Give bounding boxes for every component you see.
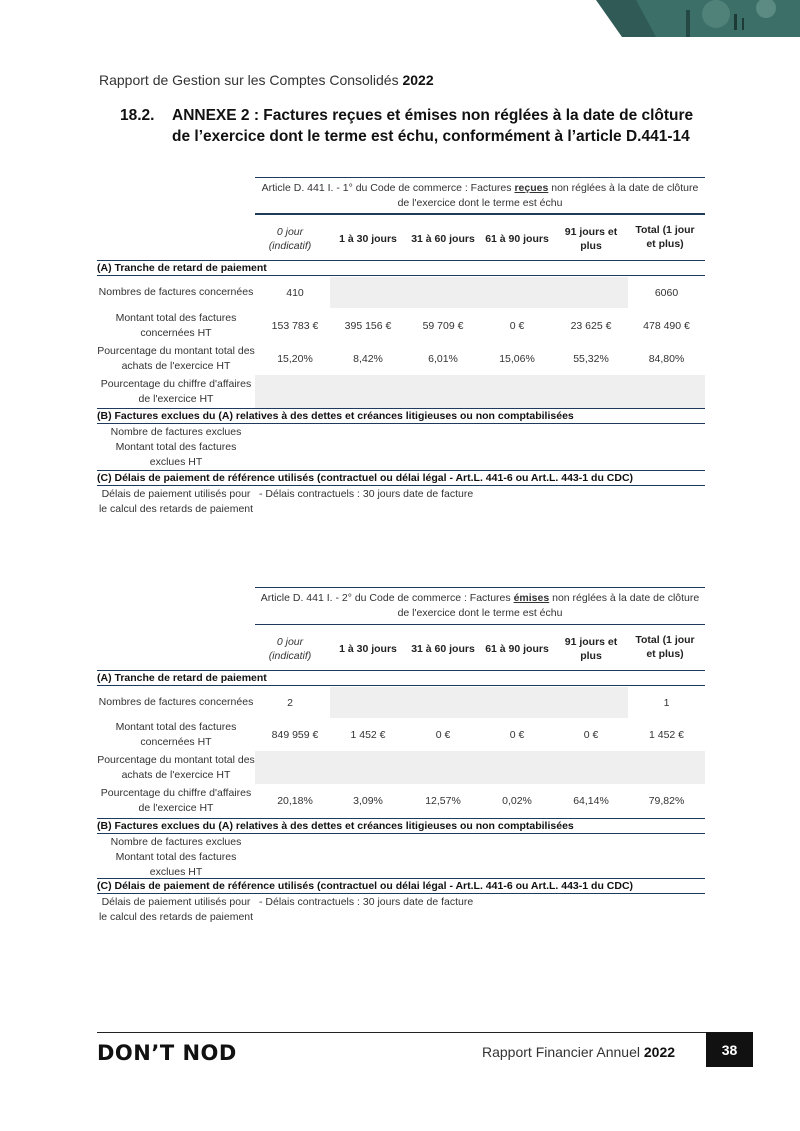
footer-divider	[97, 1032, 706, 1033]
cell-value: 2	[287, 696, 293, 709]
cell-value: 64,14%	[573, 794, 609, 807]
cell-value: 79,82%	[648, 794, 685, 807]
cell-value: 0 €	[509, 729, 525, 741]
article-text: Article D. 441 I. - 2° du Code de commerce : Factures	[260, 592, 511, 604]
col-header-4: 91 jours et plus	[564, 226, 618, 252]
cell-value: 6,01%	[428, 353, 458, 365]
cell-value: 12,57%	[425, 794, 461, 807]
section-a-title: (A) Tranche de retard de paiement	[97, 670, 705, 686]
grey-cell-block	[255, 375, 705, 408]
row-label: Pourcentage du chiffre d'affaires de l'exercice HT	[100, 377, 252, 405]
company-logo: DON’T NOD	[97, 1041, 237, 1065]
cell-value: 6060	[654, 286, 679, 299]
cell-value: 23 625 €	[570, 320, 612, 332]
footer-report-title	[482, 1044, 675, 1060]
article-text-end: non réglées à la date de clôture de l'exercice dont le terme est échu	[397, 592, 700, 619]
footer-report-year: 2022	[643, 1044, 676, 1060]
col-header-2: 31 à 60 jours	[411, 233, 475, 245]
article-text-end: non réglées à la date de clôture de l'exercice dont le terme est échu	[397, 182, 699, 209]
col-header-2: 31 à 60 jours	[411, 643, 475, 655]
cell-value: 0,02%	[502, 794, 532, 807]
row-label: Pourcentage du montant total des achats de l'exercice HT	[97, 753, 255, 781]
cell-value: 0 €	[435, 729, 451, 741]
row-label: Nombres de factures concernées	[98, 696, 254, 708]
cell-value: 1	[663, 696, 670, 709]
row-label: Montant total des factures concernées HT	[115, 312, 237, 339]
cell-value: 395 156 €	[344, 320, 392, 332]
row-label: Pourcentage du chiffre d'affaires de l'exercice HT	[100, 786, 252, 814]
section-c-title: (C) Délais de paiement de référence utilisés (contractuel ou délai légal - Art.L. 441-6 ou Art.L. 443-1 du CDC)	[97, 470, 705, 486]
section-b-title: (B) Factures exclues du (A) relatives à des dettes et créances litigieuses ou non comptabilisées	[97, 408, 705, 424]
grey-cell-block	[330, 277, 628, 308]
cell-value: 20,18%	[277, 794, 313, 807]
col-header-3: 61 à 90 jours	[485, 233, 549, 245]
cell-value: 0 €	[583, 729, 599, 741]
col-header-4: 91 jours et plus	[564, 636, 618, 662]
document-header-title: Rapport de Gestion sur les Comptes Consolidés	[99, 72, 399, 88]
cell-value: 478 490 €	[643, 320, 690, 332]
table-article-header	[255, 587, 705, 625]
cell-value: 59 709 €	[422, 320, 464, 332]
col-header-1: 1 à 30 jours	[339, 233, 397, 245]
col-header-0: 0 jour (indicatif)	[268, 226, 312, 252]
footer-report-prefix: Rapport Financier Annuel	[482, 1044, 640, 1060]
article-keyword: reçues	[514, 182, 549, 194]
cell-value: 1 452 €	[350, 729, 386, 741]
table-article-header	[255, 177, 705, 215]
section-number: 18.2.	[120, 107, 155, 124]
invoice-table-issued	[97, 587, 705, 927]
article-keyword: émises	[513, 592, 550, 604]
invoice-table-received	[97, 177, 705, 517]
cell-value: 3,09%	[353, 794, 383, 807]
section-b-title: (B) Factures exclues du (A) relatives à des dettes et créances litigieuses ou non comptabilisées	[97, 818, 705, 834]
col-header-5: Total (1 jour et plus)	[635, 634, 695, 660]
cell-value: 849 959 €	[271, 729, 319, 741]
row-label: Nombre de factures exclues	[110, 426, 242, 438]
cell-value: 8,42%	[353, 353, 383, 365]
cell-value: 84,80%	[648, 353, 685, 365]
section-c-title: (C) Délais de paiement de référence utilisés (contractuel ou délai légal - Art.L. 441-6 ou Art.L. 443-1 du CDC)	[97, 878, 705, 894]
document-header	[99, 72, 434, 88]
row-label: Montant total des factures concernées HT	[115, 721, 237, 748]
section-title: ANNEXE 2 : Factures reçues et émises non réglées à la date de clôture de l’exercice dont le terme est échu, conformément à l’article D.441-14	[172, 107, 694, 145]
col-header-5: Total (1 jour et plus)	[635, 224, 695, 250]
cell-value: 153 783 €	[271, 320, 319, 332]
cell-value: 15,20%	[277, 353, 313, 365]
header-banner-image	[596, 0, 800, 37]
cell-value: 1 452 €	[648, 729, 685, 741]
row-label: Nombres de factures concernées	[98, 286, 254, 298]
row-label: Montant total des factures exclues HT	[115, 851, 237, 878]
cell-value: 15,06%	[499, 353, 535, 365]
col-header-1: 1 à 30 jours	[339, 643, 397, 655]
payment-terms-value: - Délais contractuels : 30 jours date de facture	[259, 896, 474, 908]
cell-value: 0 €	[509, 320, 525, 332]
grey-cell-block	[255, 751, 705, 784]
col-header-3: 61 à 90 jours	[485, 643, 549, 655]
grey-cell-block	[330, 687, 628, 718]
section-a-title: (A) Tranche de retard de paiement	[97, 260, 705, 276]
col-header-0: 0 jour (indicatif)	[268, 636, 312, 662]
page-number: 38	[706, 1032, 753, 1067]
article-text: Article D. 441 I. - 1° du Code de commerce : Factures	[261, 182, 512, 194]
cell-value: 55,32%	[573, 353, 609, 365]
row-label: Montant total des factures exclues HT	[115, 441, 237, 468]
document-header-year: 2022	[402, 72, 434, 88]
row-label: Délais de paiement utilisés pour le calcul des retards de paiement	[98, 896, 254, 923]
cell-value: 410	[286, 286, 304, 299]
row-label: Délais de paiement utilisés pour le calcul des retards de paiement	[98, 488, 254, 515]
payment-terms-value: - Délais contractuels : 30 jours date de facture	[259, 488, 474, 500]
row-label: Pourcentage du montant total des achats de l'exercice HT	[97, 345, 255, 372]
row-label: Nombre de factures exclues	[110, 836, 242, 848]
